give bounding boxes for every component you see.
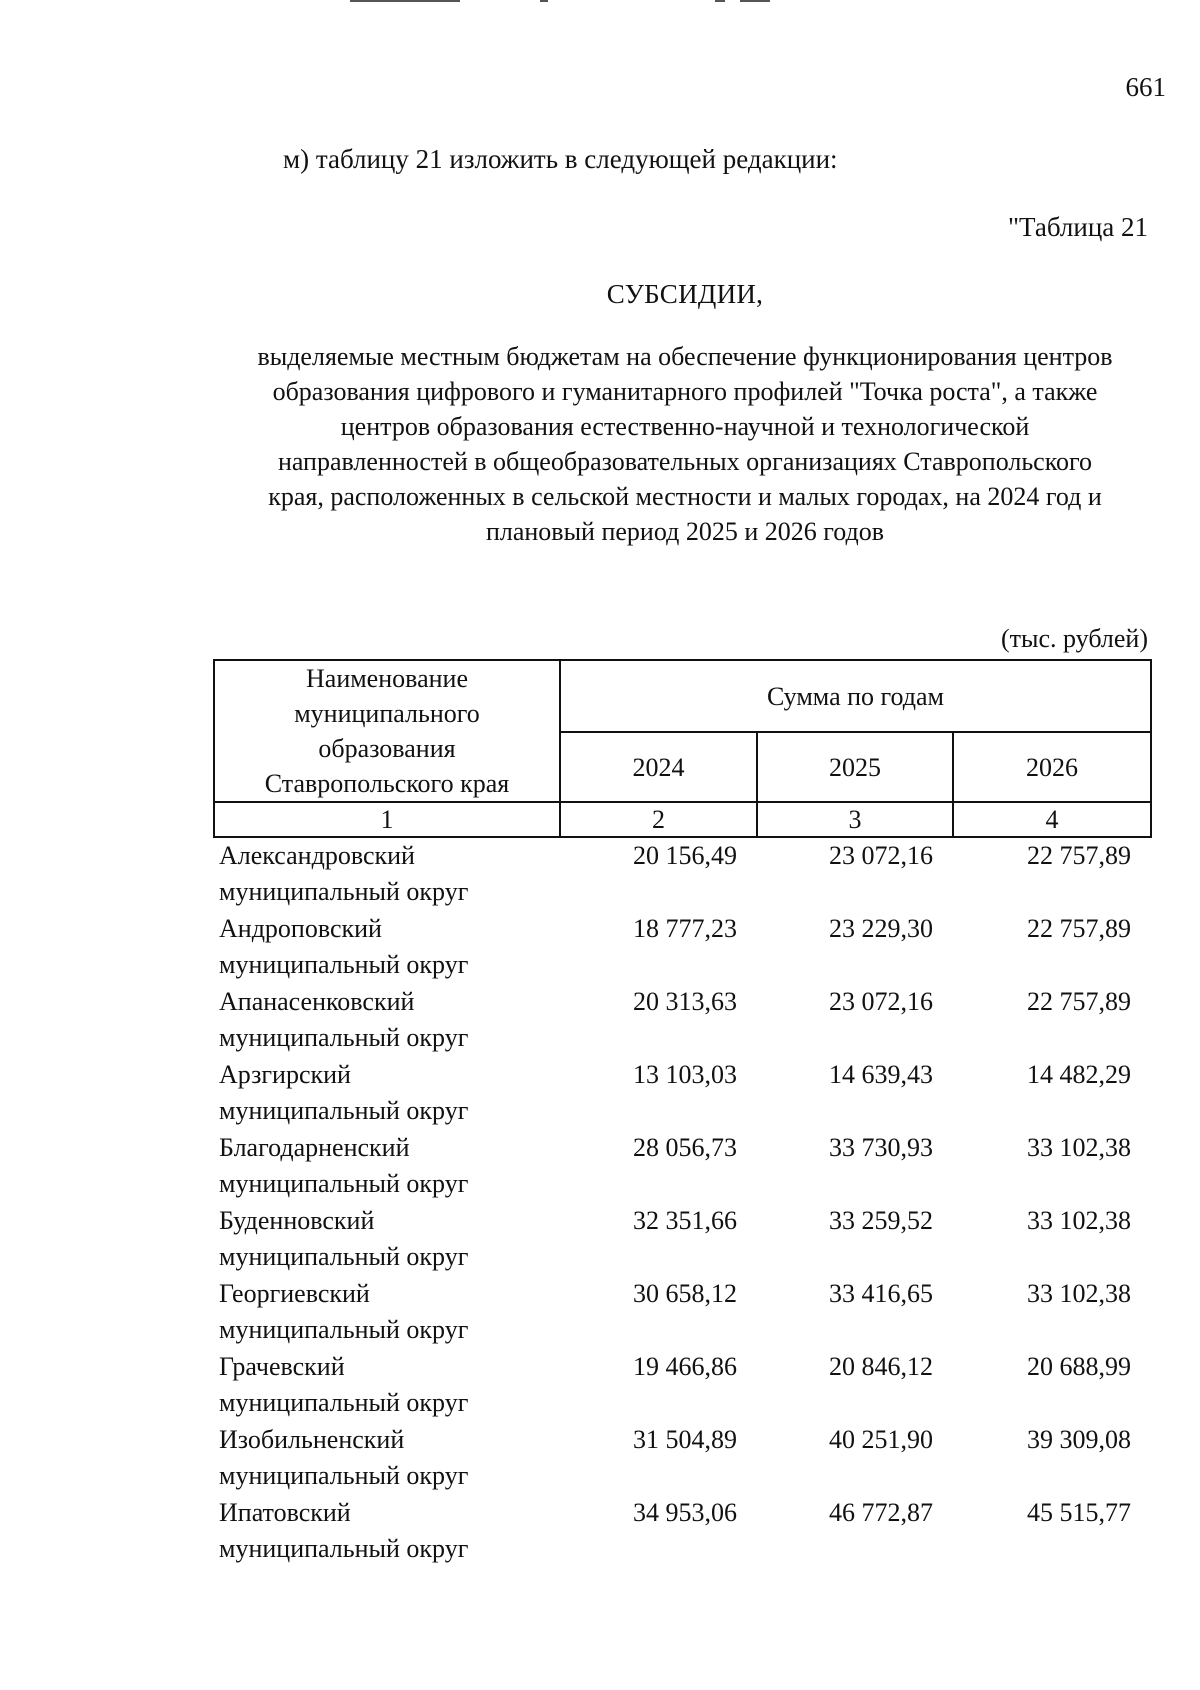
municipality-suffix: муниципальный округ: [219, 1242, 469, 1271]
header-sum-by-years: Сумма по годам: [560, 660, 1151, 732]
scan-artifact: [350, 0, 460, 2]
table-row: [214, 1276, 1151, 1349]
value-2024: 32 351,66: [633, 1206, 737, 1235]
header-text: Наименование: [306, 664, 468, 693]
value-2024: 20 156,49: [633, 841, 737, 870]
value-2025: 33 416,65: [829, 1279, 933, 1308]
document-subtitle: [210, 339, 1160, 549]
units-label: (тыс. рублей): [1000, 624, 1148, 653]
column-number: 4: [953, 802, 1151, 837]
value-2024: 31 504,89: [633, 1425, 737, 1454]
municipality-suffix: муниципальный округ: [219, 950, 469, 979]
value-2024: 20 313,63: [633, 987, 737, 1016]
subtitle-line: плановый период 2025 и 2026 годов: [485, 517, 885, 546]
municipality-name: [214, 1130, 560, 1203]
document-title: СУБСИДИИ,: [606, 279, 764, 309]
value-2025: 33 259,52: [829, 1206, 933, 1235]
value-2026: 39 309,08: [1027, 1425, 1132, 1454]
municipality-name: [214, 1495, 560, 1568]
table-row: [214, 1130, 1151, 1203]
municipality-suffix: муниципальный округ: [219, 1023, 469, 1052]
municipality-name: [214, 984, 560, 1057]
municipality-name: [214, 1057, 560, 1130]
subtitle-line: края, расположенных в сельской местности и малых городах, на 2024 год и: [268, 482, 1102, 511]
value-2026: 22 757,89: [1027, 987, 1132, 1016]
table-row: [214, 837, 1151, 911]
value-2026: 20 688,99: [1027, 1352, 1132, 1381]
header-municipality: [214, 660, 560, 802]
value-2024: 28 056,73: [633, 1133, 737, 1162]
subtitle-line: образования цифрового и гуманитарного профилей "Точка роста", а также: [272, 377, 1098, 406]
value-2026: 14 482,29: [1027, 1060, 1132, 1089]
municipality-title: Александровский: [219, 841, 415, 870]
value-2025: 33 730,93: [829, 1133, 933, 1162]
subtitle-line: направленностей в общеобразовательных организациях Ставропольского: [277, 447, 1093, 476]
table-row: [214, 1422, 1151, 1495]
table-row: [214, 1203, 1151, 1276]
header-year-2026: 2026: [953, 732, 1151, 802]
table-row: [214, 1349, 1151, 1422]
municipality-title: Апанасенковский: [219, 987, 415, 1016]
value-2026: 45 515,77: [1027, 1498, 1132, 1527]
subtitle-line: выделяемые местным бюджетам на обеспечение функционирования центров: [257, 342, 1113, 371]
table-row: [214, 1057, 1151, 1130]
subtitle-line: центров образования естественно-научной и технологической: [340, 412, 1030, 441]
header-year-2024: 2024: [560, 732, 757, 802]
municipality-suffix: муниципальный округ: [219, 1096, 469, 1125]
municipality-title: Арзгирский: [219, 1060, 351, 1089]
municipality-title: Буденновский: [219, 1206, 375, 1235]
value-2025: 20 846,12: [829, 1352, 933, 1381]
header-text: образования: [318, 734, 456, 763]
table-row: [214, 984, 1151, 1057]
scan-artifact: [540, 0, 548, 2]
column-number: 1: [214, 802, 560, 837]
value-2024: 30 658,12: [633, 1279, 737, 1308]
municipality-suffix: муниципальный округ: [219, 1169, 469, 1198]
municipality-title: Изобильненский: [219, 1425, 405, 1454]
header-text: Ставропольского края: [264, 769, 510, 798]
value-2024: 13 103,03: [633, 1060, 737, 1089]
scan-artifact: [740, 0, 770, 2]
municipality-name: [214, 1203, 560, 1276]
value-2026: 33 102,38: [1027, 1133, 1132, 1162]
value-2025: 46 772,87: [829, 1498, 933, 1527]
municipality-title: Благодарненский: [219, 1133, 410, 1162]
municipality-name: [214, 1276, 560, 1349]
column-number: 2: [560, 802, 757, 837]
scan-artifact: [715, 0, 725, 2]
value-2024: 18 777,23: [633, 914, 737, 943]
table-row: [214, 911, 1151, 984]
value-2026: 33 102,38: [1027, 1206, 1132, 1235]
value-2025: 23 072,16: [829, 987, 933, 1016]
municipality-name: [214, 911, 560, 984]
value-2025: 40 251,90: [829, 1425, 933, 1454]
municipality-suffix: муниципальный округ: [219, 877, 469, 906]
municipality-suffix: муниципальный округ: [219, 1388, 469, 1417]
municipality-name: [214, 1349, 560, 1422]
page-number: 661: [1125, 72, 1166, 102]
value-2025: 14 639,43: [829, 1060, 933, 1089]
table-row: [214, 1495, 1151, 1568]
value-2025: 23 229,30: [829, 914, 933, 943]
municipality-name: [214, 837, 560, 911]
header-text: муниципального: [294, 699, 480, 728]
municipality-suffix: муниципальный округ: [219, 1534, 469, 1563]
column-number: 3: [757, 802, 953, 837]
municipality-title: Андроповский: [219, 914, 382, 943]
subsidy-table: [213, 659, 1152, 1568]
municipality-suffix: муниципальный округ: [219, 1461, 469, 1490]
value-2024: 19 466,86: [633, 1352, 737, 1381]
value-2024: 34 953,06: [633, 1498, 737, 1527]
value-2025: 23 072,16: [829, 841, 933, 870]
municipality-name: [214, 1422, 560, 1495]
value-2026: 22 757,89: [1027, 914, 1132, 943]
value-2026: 33 102,38: [1027, 1279, 1132, 1308]
amendment-instruction: м) таблицу 21 изложить в следующей редакции:: [283, 144, 838, 174]
municipality-title: Георгиевский: [219, 1279, 370, 1308]
header-year-2025: 2025: [757, 732, 953, 802]
value-2026: 22 757,89: [1027, 841, 1132, 870]
municipality-title: Ипатовский: [219, 1498, 351, 1527]
municipality-title: Грачевский: [219, 1352, 345, 1381]
table-label: "Таблица 21: [1008, 212, 1148, 242]
municipality-suffix: муниципальный округ: [219, 1315, 469, 1344]
